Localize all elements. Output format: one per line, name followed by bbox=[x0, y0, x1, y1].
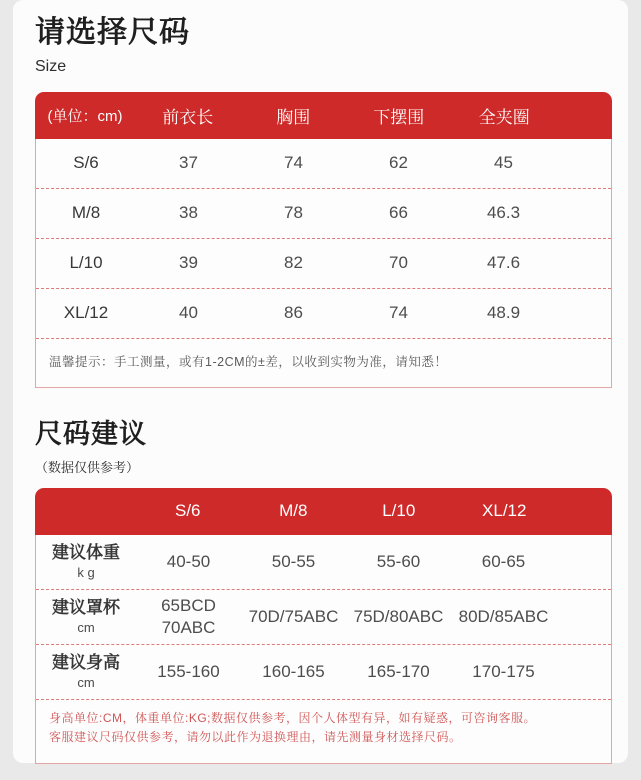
cell-value: 46.3 bbox=[486, 203, 521, 222]
cell-value: 39 bbox=[179, 253, 198, 272]
cell-value: 66 bbox=[389, 203, 408, 222]
suggest-table bbox=[35, 488, 612, 765]
cell-value bbox=[136, 595, 241, 638]
cell-value: 40 bbox=[179, 303, 198, 322]
row-label: 建议体重 bbox=[52, 543, 120, 563]
header-front-length: 前衣长 bbox=[162, 107, 214, 127]
header-unit-cell: (单位：cm) bbox=[47, 107, 123, 125]
cell-value: 82 bbox=[284, 253, 303, 272]
header-bust: 胸围 bbox=[276, 107, 311, 127]
cell-value: 70D/75ABC bbox=[248, 606, 339, 626]
cell-value: 74 bbox=[284, 153, 303, 172]
size-table bbox=[35, 92, 612, 388]
table-row bbox=[36, 590, 611, 645]
page-subtitle: Size bbox=[35, 57, 67, 75]
cell-value: 45 bbox=[494, 153, 513, 172]
cell-value: 37 bbox=[179, 153, 198, 172]
row-label: 建议罩杯 bbox=[52, 598, 120, 618]
table-row bbox=[36, 189, 611, 239]
header-size-s: S/6 bbox=[174, 501, 201, 520]
cell-value: 86 bbox=[284, 303, 303, 322]
suggest-table-header bbox=[35, 488, 612, 535]
cell-value: 48.9 bbox=[486, 303, 521, 322]
page-title: 请选择尺码 bbox=[35, 16, 190, 49]
cell-value: 78 bbox=[284, 203, 303, 222]
header-hem: 下摆围 bbox=[373, 107, 425, 127]
header-size-xl: XL/12 bbox=[482, 501, 527, 520]
row-label: XL/12 bbox=[63, 303, 109, 322]
cell-value: 62 bbox=[389, 153, 408, 172]
table-row bbox=[36, 139, 611, 189]
row-label-height bbox=[52, 652, 120, 691]
header-size-l: L/10 bbox=[382, 501, 416, 520]
row-unit: k g bbox=[77, 564, 95, 580]
suggest-table-body bbox=[35, 535, 612, 765]
table-row bbox=[36, 645, 611, 700]
suggest-subtitle: （数据仅供参考） bbox=[35, 459, 140, 475]
size-table-body bbox=[35, 139, 612, 388]
table-row bbox=[36, 289, 611, 339]
row-label-weight bbox=[52, 542, 120, 581]
row-unit: cm bbox=[77, 619, 95, 635]
measure-note: 温馨提示：手工测量，或有1-2CM的±差，以收到实物为准，请知悉！ bbox=[49, 354, 448, 369]
cell-value-line: 65BCD bbox=[161, 596, 216, 616]
cell-value: 40-50 bbox=[166, 551, 211, 571]
cell-value-line: 70ABC bbox=[161, 617, 216, 637]
cell-value: 38 bbox=[179, 203, 198, 222]
row-label: S/6 bbox=[73, 153, 99, 172]
cell-value: 155-160 bbox=[157, 661, 220, 681]
cell-value: 170-175 bbox=[472, 661, 535, 681]
footer-notes bbox=[36, 700, 611, 764]
cell-value: 70 bbox=[389, 253, 408, 272]
table-row bbox=[36, 239, 611, 289]
cell-value: 75D/80ABC bbox=[353, 606, 444, 626]
size-chart-card bbox=[13, 0, 628, 763]
cell-value: 47.6 bbox=[486, 253, 521, 272]
row-label: M/8 bbox=[71, 203, 101, 222]
header-size-m: M/8 bbox=[279, 501, 308, 520]
footer-note-line: 客服建议尺码仅供参考，请勿以此作为退换理由，请先测量身材选择尺码。 bbox=[49, 730, 462, 745]
cell-value: 55-60 bbox=[376, 551, 421, 571]
footer-note-line: 身高单位:CM，体重单位:KG;数据仅供参考，因个人体型有异，如有疑惑，可咨询客服。 bbox=[49, 710, 537, 725]
row-label: 建议身高 bbox=[52, 653, 120, 673]
size-table-header bbox=[35, 92, 612, 139]
header-armhole: 全夹圈 bbox=[478, 107, 530, 127]
row-unit: cm bbox=[77, 674, 95, 690]
suggest-title: 尺码建议 bbox=[35, 418, 147, 449]
row-label: L/10 bbox=[69, 253, 103, 272]
cell-value: 50-55 bbox=[271, 551, 316, 571]
cell-value: 60-65 bbox=[481, 551, 526, 571]
cell-value: 74 bbox=[389, 303, 408, 322]
cell-value: 160-165 bbox=[262, 661, 325, 681]
cell-value: 80D/85ABC bbox=[458, 606, 549, 626]
row-label-cup bbox=[52, 597, 120, 636]
cell-value: 165-170 bbox=[367, 661, 430, 681]
table-row bbox=[36, 535, 611, 590]
